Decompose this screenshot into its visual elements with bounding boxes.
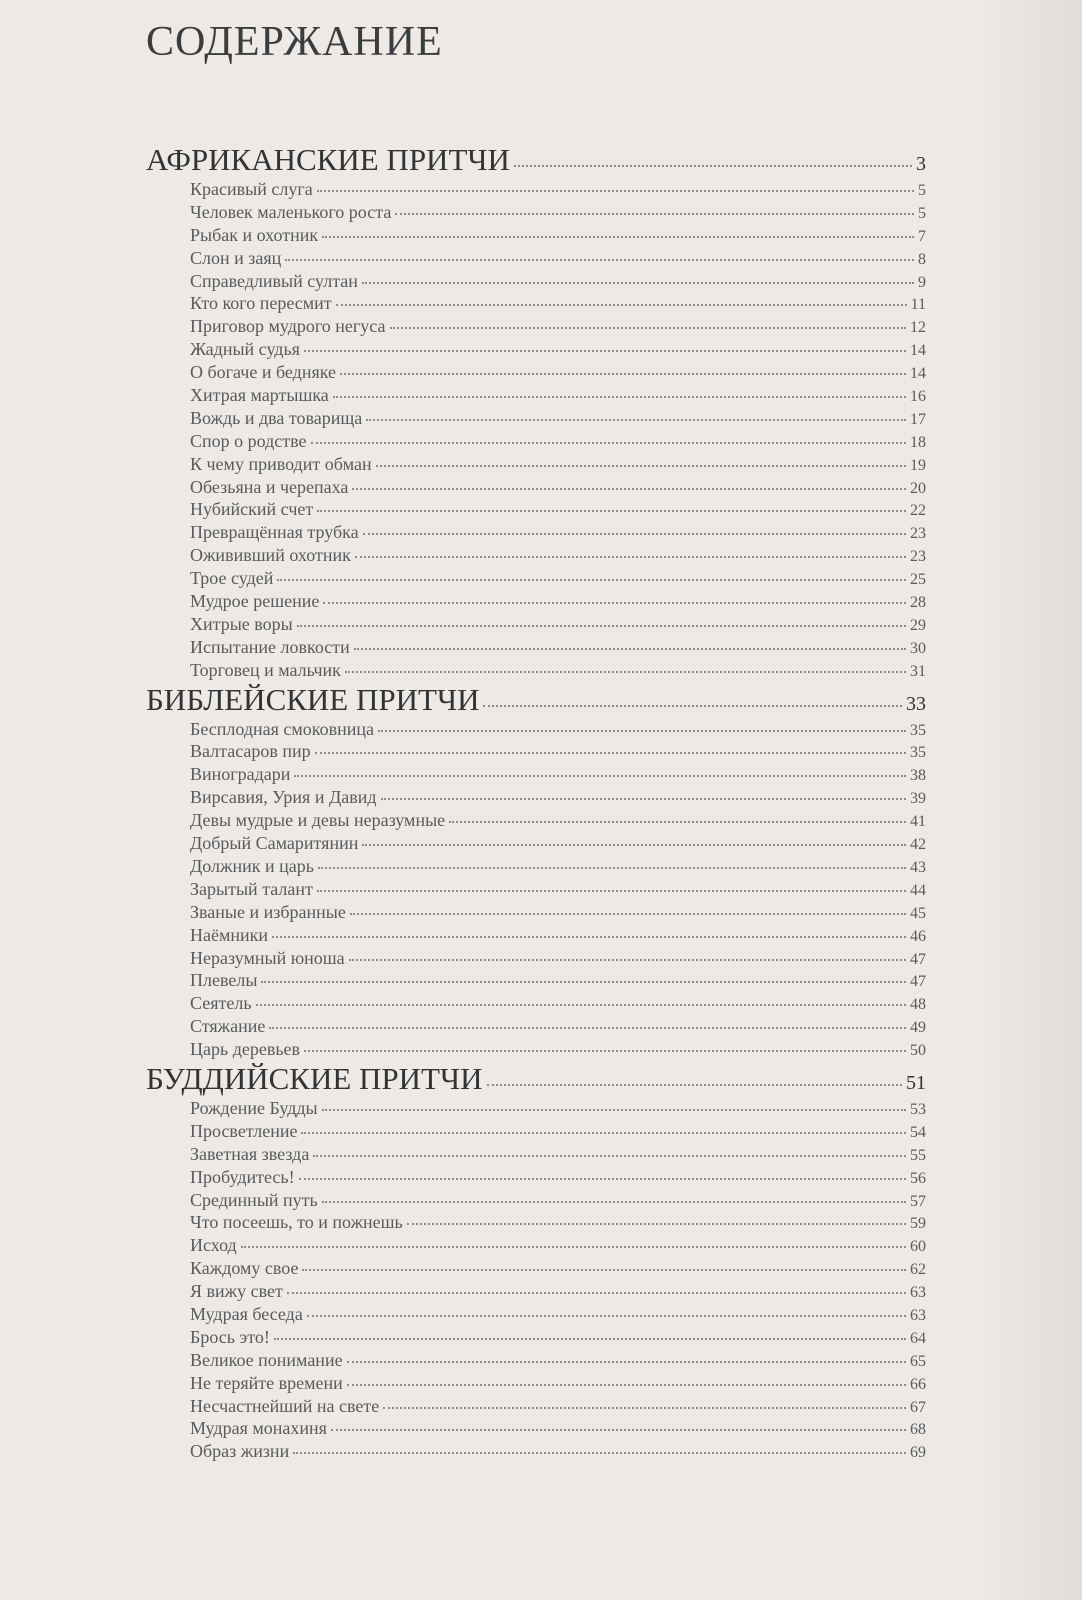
dot-leader (294, 775, 906, 777)
dot-leader (313, 1155, 906, 1157)
entry-page-number: 65 (910, 1352, 926, 1370)
dot-leader (317, 190, 914, 192)
toc-entry (190, 201, 926, 224)
entry-title: Званые и избранные (190, 901, 346, 922)
entry-page-number: 9 (918, 273, 926, 291)
dot-leader (363, 533, 906, 535)
entry-title: Справедливый султан (190, 270, 358, 291)
dot-leader (350, 913, 906, 915)
entry-page-number: 16 (910, 388, 926, 406)
entry-page-number: 55 (910, 1146, 926, 1164)
page-title: СОДЕРЖАНИЕ (146, 19, 443, 65)
entry-page-number: 30 (910, 639, 926, 657)
entry-title: Мудрое решение (190, 591, 320, 612)
toc-entry (190, 809, 926, 832)
entry-title: Ожививший охотник (190, 545, 351, 566)
toc-entry (190, 1440, 926, 1463)
toc-entry (190, 1143, 926, 1166)
dot-leader (345, 671, 906, 673)
entry-title: Хитрая мартышка (190, 385, 329, 406)
entry-page-number: 7 (918, 227, 926, 245)
dot-leader (366, 419, 906, 421)
section-title: БИБЛЕЙСКИЕ ПРИТЧИ (146, 681, 480, 717)
entry-title: Несчастнейший на свете (190, 1395, 380, 1416)
dot-leader (307, 1315, 906, 1317)
entry-title: К чему приводит обман (190, 453, 372, 474)
dot-leader (287, 1292, 906, 1294)
toc-entry (190, 1038, 926, 1061)
entry-title: Нубийский счет (190, 499, 314, 520)
entry-page-number: 50 (910, 1042, 926, 1060)
entry-title: Рождение Будды (190, 1097, 318, 1118)
entry-title: Приговор мудрого негуса (190, 316, 386, 337)
toc-entry (190, 521, 926, 544)
dot-leader (274, 1338, 906, 1340)
entry-page-number: 14 (910, 342, 926, 360)
page-edge-shadow (982, 0, 1082, 1600)
entry-title: Трое судей (190, 568, 274, 589)
dot-leader (381, 798, 906, 800)
toc-entry (190, 1189, 926, 1212)
entry-page-number: 63 (910, 1306, 926, 1324)
toc-entry (190, 659, 926, 682)
dot-leader (354, 648, 906, 650)
entry-page-number: 8 (918, 250, 926, 268)
dot-leader (355, 556, 906, 558)
toc-entry (190, 544, 926, 567)
dot-leader (376, 465, 906, 467)
dot-leader (362, 844, 906, 846)
toc-entry (190, 224, 926, 247)
section-page-number: 51 (906, 1071, 926, 1094)
toc-entry (190, 1257, 926, 1280)
entry-title: Брось это! (190, 1326, 270, 1347)
toc-entry (190, 384, 926, 407)
toc-entry (190, 1234, 926, 1257)
entry-page-number: 17 (910, 410, 926, 428)
dot-leader (483, 705, 902, 707)
dot-leader (331, 1429, 906, 1431)
dot-leader (318, 867, 906, 869)
entry-page-number: 43 (910, 858, 926, 876)
entry-title: Вождь и два товарища (190, 407, 363, 428)
toc-entry (190, 361, 926, 384)
dot-leader (315, 752, 906, 754)
dot-leader (333, 396, 906, 398)
dot-leader (269, 1027, 906, 1029)
toc-entry (190, 1303, 926, 1326)
dot-leader (241, 1246, 906, 1248)
entry-page-number: 48 (910, 996, 926, 1014)
toc-entry (190, 247, 926, 270)
entry-page-number: 23 (910, 525, 926, 543)
entry-page-number: 14 (910, 365, 926, 383)
entry-title: Наёмники (190, 924, 269, 945)
entry-page-number: 63 (910, 1284, 926, 1302)
dot-leader (304, 1050, 906, 1052)
dot-leader (340, 373, 906, 375)
entry-title: Образ жизни (190, 1441, 290, 1462)
entry-page-number: 42 (910, 836, 926, 854)
toc-entry (190, 1120, 926, 1143)
dot-leader (285, 259, 914, 261)
toc-entry (190, 1280, 926, 1303)
entry-page-number: 47 (910, 950, 926, 968)
entry-title: Валтасаров пир (190, 741, 311, 762)
entry-page-number: 29 (910, 616, 926, 634)
entry-title: Рыбак и охотник (190, 224, 319, 245)
toc-entry (190, 901, 926, 924)
toc-entry (190, 315, 926, 338)
entry-page-number: 18 (910, 433, 926, 451)
dot-leader (277, 579, 906, 581)
entry-title: Человек маленького роста (190, 201, 392, 222)
toc-entry (190, 292, 926, 315)
dot-leader (272, 936, 906, 938)
entry-title: Мудрая монахиня (190, 1418, 327, 1439)
entry-title: Бесплодная смоковница (190, 718, 375, 739)
dot-leader (301, 1132, 906, 1134)
dot-leader (293, 1452, 906, 1454)
section-heading (146, 682, 926, 718)
entry-page-number: 59 (910, 1215, 926, 1233)
entry-page-number: 68 (910, 1421, 926, 1439)
toc-entry (190, 1166, 926, 1189)
toc-entry (190, 1211, 926, 1234)
entry-title: Жадный судья (190, 339, 300, 360)
dot-leader (347, 1361, 906, 1363)
entry-title: Стяжание (190, 1016, 266, 1037)
toc-entry (190, 1372, 926, 1395)
entry-title: Каждому свое (190, 1258, 299, 1279)
entry-title: Виноградари (190, 764, 291, 785)
toc-entry (190, 855, 926, 878)
toc-entry (190, 453, 926, 476)
entry-page-number: 47 (910, 973, 926, 991)
toc-entry (190, 567, 926, 590)
toc-entry (190, 613, 926, 636)
entry-page-number: 22 (910, 502, 926, 520)
entry-page-number: 39 (910, 790, 926, 808)
entry-title: О богаче и бедняке (190, 362, 337, 383)
toc-entry (190, 832, 926, 855)
toc-entry (190, 1326, 926, 1349)
entry-title: Торговец и мальчик (190, 659, 341, 680)
entry-title: Должник и царь (190, 855, 314, 876)
entry-page-number: 11 (910, 296, 926, 314)
entry-title: Красивый слуга (190, 179, 313, 199)
dot-leader (304, 350, 906, 352)
entry-page-number: 31 (910, 662, 926, 680)
entry-title: Мудрая беседа (190, 1303, 303, 1324)
toc-entry (190, 763, 926, 786)
dot-leader (297, 625, 906, 627)
dot-leader (261, 981, 906, 983)
toc-entry (190, 1395, 926, 1418)
toc-entry (190, 992, 926, 1015)
toc-entry (190, 1349, 926, 1372)
section-heading (146, 142, 926, 178)
toc-entry (190, 338, 926, 361)
dot-leader (317, 890, 906, 892)
entry-page-number: 67 (910, 1398, 926, 1416)
entry-page-number: 5 (918, 182, 926, 199)
section-title: АФРИКАНСКИЕ ПРИТЧИ (146, 142, 510, 177)
toc-entry (190, 498, 926, 521)
toc-entry (190, 590, 926, 613)
entry-title: Слон и заяц (190, 247, 282, 268)
toc-entry (190, 718, 926, 741)
toc-entry (190, 740, 926, 763)
entry-title: Хитрые воры (190, 613, 293, 634)
entry-page-number: 53 (910, 1100, 926, 1118)
dot-leader (336, 304, 907, 306)
dot-leader (449, 821, 906, 823)
entry-title: Кто кого пересмит (190, 293, 332, 314)
dot-leader (514, 165, 912, 167)
entry-title: Царь деревьев (190, 1039, 301, 1060)
entry-page-number: 54 (910, 1123, 926, 1141)
dot-leader (352, 488, 906, 490)
dot-leader (302, 1269, 906, 1271)
dot-leader (383, 1407, 906, 1409)
entry-page-number: 57 (910, 1192, 926, 1210)
section-heading (146, 1061, 926, 1097)
entry-page-number: 12 (910, 319, 926, 337)
section-page-number: 33 (906, 692, 926, 715)
toc-entry (190, 786, 926, 809)
entry-page-number: 66 (910, 1375, 926, 1393)
dot-leader (487, 1084, 902, 1086)
dot-leader (256, 1004, 906, 1006)
entry-title: Срединный путь (190, 1189, 318, 1210)
entry-title: Обезьяна и черепаха (190, 476, 349, 497)
entry-page-number: 5 (918, 204, 926, 222)
entry-title: Плевелы (190, 970, 258, 991)
toc-entry (190, 407, 926, 430)
toc-entry (190, 270, 926, 293)
toc-entry (190, 636, 926, 659)
entry-page-number: 49 (910, 1019, 926, 1037)
dot-leader (322, 1109, 906, 1111)
entry-page-number: 25 (910, 571, 926, 589)
toc-entry (190, 1417, 926, 1440)
entry-title: Неразумный юноша (190, 947, 345, 968)
toc-entry (190, 969, 926, 992)
entry-title: Вирсавия, Урия и Давид (190, 787, 377, 808)
dot-leader (311, 442, 906, 444)
entry-title: Исход (190, 1235, 237, 1256)
entry-page-number: 64 (910, 1329, 926, 1347)
entry-page-number: 56 (910, 1169, 926, 1187)
entry-title: Заветная звезда (190, 1143, 310, 1164)
dot-leader (407, 1223, 906, 1225)
toc-entry (190, 476, 926, 499)
toc-entry (190, 1015, 926, 1038)
entry-title: Девы мудрые и девы неразумные (190, 810, 446, 831)
dot-leader (378, 730, 906, 732)
dot-leader (323, 602, 906, 604)
entry-title: Добрый Самаритянин (190, 833, 359, 854)
entry-page-number: 35 (910, 744, 926, 762)
toc-entry (190, 878, 926, 901)
entry-title: Просветление (190, 1120, 298, 1141)
dot-leader (390, 327, 907, 329)
toc-entry (190, 1097, 926, 1120)
entry-title: Пробудитесь! (190, 1166, 295, 1187)
entry-page-number: 38 (910, 767, 926, 785)
entry-page-number: 45 (910, 904, 926, 922)
entry-title: Испытание ловкости (190, 636, 350, 657)
entry-page-number: 44 (910, 881, 926, 899)
toc-entry (190, 178, 926, 201)
entry-page-number: 60 (910, 1238, 926, 1256)
entry-page-number: 41 (910, 813, 926, 831)
dot-leader (299, 1178, 906, 1180)
dot-leader (322, 236, 914, 238)
entry-page-number: 69 (910, 1444, 926, 1462)
entry-title: Зарытый талант (190, 878, 313, 899)
section-page-number: 3 (916, 153, 926, 175)
dot-leader (395, 213, 914, 215)
entry-title: Что посеешь, то и пожнешь (190, 1212, 403, 1233)
table-of-contents (146, 142, 926, 1463)
entry-title: Великое понимание (190, 1349, 343, 1370)
dot-leader (362, 282, 914, 284)
entry-title: Не теряйте времени (190, 1372, 343, 1393)
entry-page-number: 19 (910, 456, 926, 474)
entry-page-number: 62 (910, 1261, 926, 1279)
entry-title: Спор о родстве (190, 430, 307, 451)
entry-page-number: 46 (910, 927, 926, 945)
entry-page-number: 28 (910, 594, 926, 612)
dot-leader (317, 510, 906, 512)
entry-title: Сеятель (190, 993, 252, 1014)
toc-entry (190, 947, 926, 970)
section-title: БУДДИЙСКИЕ ПРИТЧИ (146, 1060, 483, 1096)
entry-page-number: 35 (910, 721, 926, 739)
dot-leader (349, 959, 906, 961)
entry-page-number: 20 (910, 479, 926, 497)
entry-title: Превращённая трубка (190, 522, 359, 543)
toc-entry (190, 924, 926, 947)
toc-entry (190, 430, 926, 453)
entry-page-number: 23 (910, 548, 926, 566)
entry-title: Я вижу свет (190, 1281, 283, 1302)
dot-leader (347, 1384, 906, 1386)
dot-leader (322, 1201, 906, 1203)
